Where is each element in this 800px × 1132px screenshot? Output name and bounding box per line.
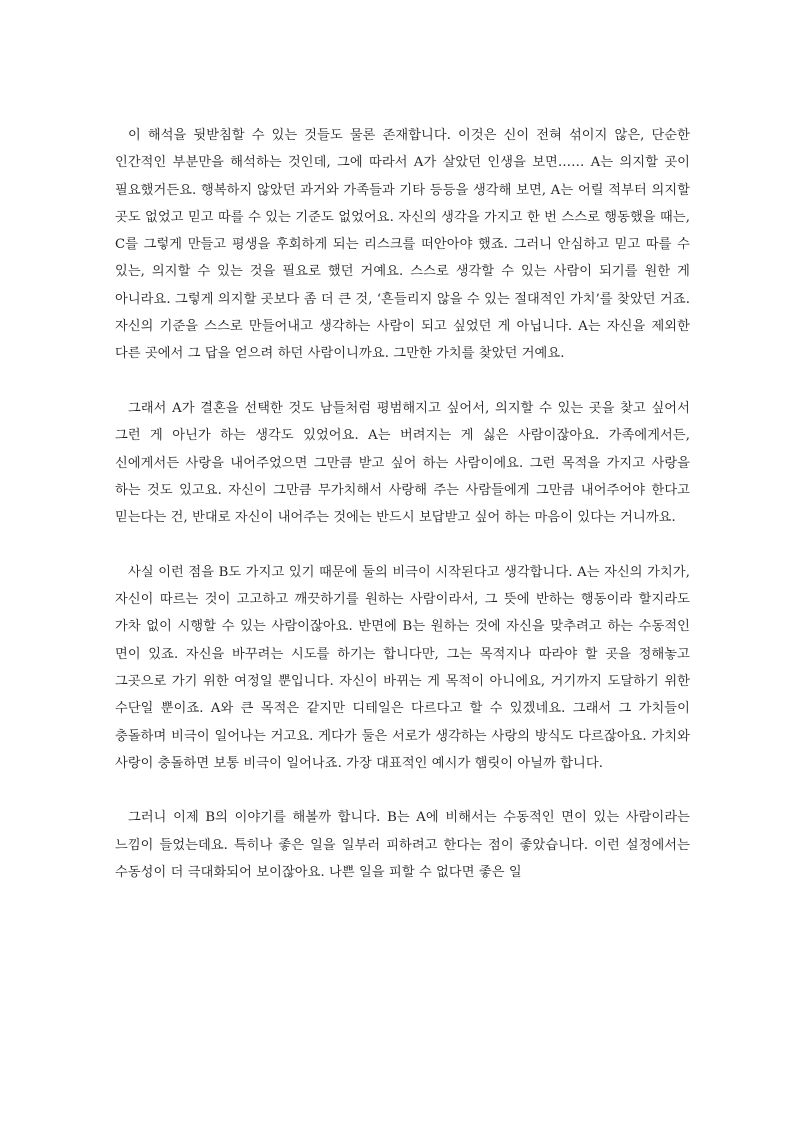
paragraph-3: 사실 이런 점을 B도 가지고 있기 때문에 둘의 비극이 시작된다고 생각합니다. A는 자신의 가치가, 자신이 따르는 것이 고고하고 깨끗하기를 원하는 사람이라서, 그 뜻에 반하는 행동이라 할지라도 가차 없이 시행할 수 있는 사람이잖아요. 반면에 B는 원하는 것에 자신을 맞추려고 하는 수동적인 면이 있죠. 자신을 바꾸려는 시도를 하기는 합니다만, 그는 목적지나 따라야 할 곳을 정해놓고 그곳으로 가기 위한 여정일 뿐입니다. 자신이 바뀌는 게 목적이 아니에요, 거기까지 도달하기 위한 수단일 뿐이죠. A와 큰 목적은 같지만 디테일은 다르다고 할 수 있겠네요. 그래서 그 가치들이 충돌하며 비극이 일어나는 거고요. 게다가 둘은 서로가 생각하는 사랑의 방식도 다르잖아요. 가치와 사랑이 충돌하면 보통 비극이 일어나죠. 가장 대표적인 예시가 햄릿이 아닐까 합니다. xyxy=(115,564,690,771)
paragraph-2: 그래서 A가 결혼을 선택한 것도 남들처럼 평범해지고 싶어서, 의지할 수 있는 곳을 찾고 싶어서 그런 게 아닌가 하는 생각도 있었어요. A는 버려지는 게 싫은 사람이잖아요. 가족에게서든, 신에게서든 사랑을 내어주었으면 그만큼 받고 싶어 하는 사람이에요. 그런 목적을 가지고 사랑을 하는 것도 있고요. 자신이 그만큼 무가치해서 사랑해 주는 사람들에게 그만큼 내어주어야 한다고 믿는다는 건, 반대로 자신이 내어주는 것에는 반드시 보답받고 싶어 하는 마음이 있다는 거니까요. xyxy=(115,400,690,526)
paragraph-4: 그러니 이제 B의 이야기를 해볼까 합니다. B는 A에 비해서는 수동적인 면이 있는 사람이라는 느낌이 들었는데요. 특히나 좋은 일을 일부러 피하려고 한다는 점이 좋았습니다. 이런 설정에서는 수동성이 더 극대화되어 보이잖아요. 나쁜 일을 피할 수 없다면 좋은 일 xyxy=(115,810,690,881)
document-body xyxy=(115,122,690,886)
paragraph-1: 이 해석을 뒷받침할 수 있는 것들도 물론 존재합니다. 이것은 신이 전혀 섞이지 않은, 단순한 인간적인 부분만을 해석하는 것인데, 그에 따라서 A가 살았던 인생을 보면…… A는 의지할 곳이 필요했거든요. 행복하지 않았던 과거와 가족들과 기타 등등을 생각해 보면, A는 어릴 적부터 의지할 곳도 없었고 믿고 따를 수 있는 기준도 없었어요. 자신의 생각을 가지고 한 번 스스로 행동했을 때는, C를 그렇게 만들고 평생을 후회하게 되는 리스크를 떠안아야 했죠. 그러니 안심하고 믿고 따를 수 있는, 의지할 수 있는 것을 필요로 했던 거예요. 스스로 생각할 수 있는 사람이 되기를 원한 게 아니라요. 그렇게 의지할 곳보다 좀 더 큰 것, ‘흔들리지 않을 수 있는 절대적인 가치’를 찾았던 거죠. 자신의 기준을 스스로 만들어내고 생각하는 사람이 되고 싶었던 게 아닙니다. A는 자신을 제외한 다른 곳에서 그 답을 얻으려 하던 사람이니까요. 그만한 가치를 찾았던 거예요. xyxy=(115,128,690,362)
